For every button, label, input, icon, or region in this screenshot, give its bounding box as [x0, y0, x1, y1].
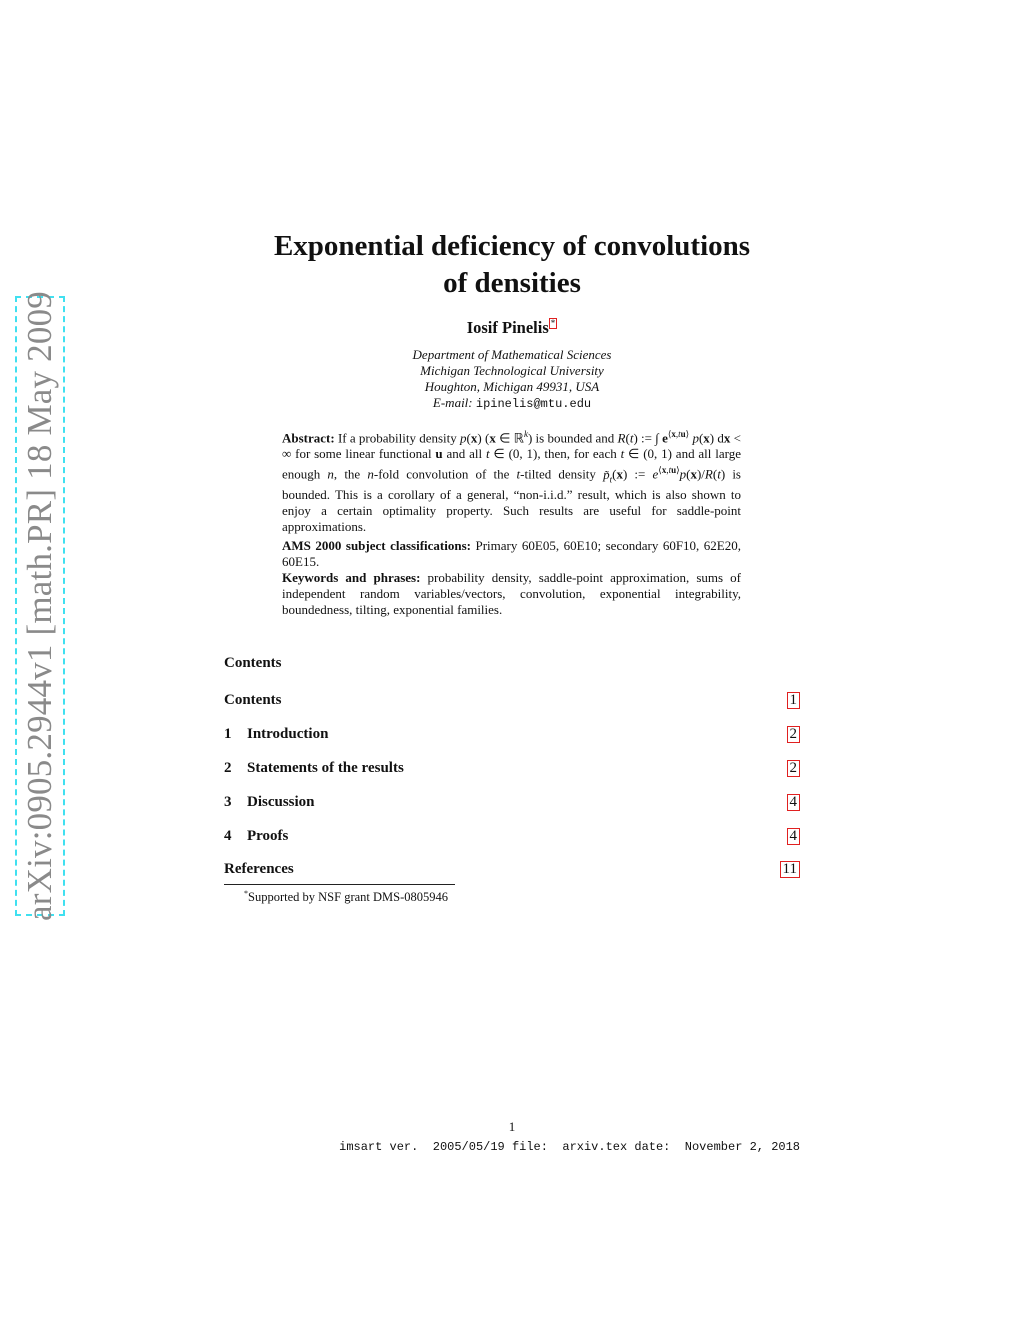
affiliation-address: Houghton, Michigan 49931, USA: [424, 379, 600, 394]
footnote-mark: *: [244, 889, 248, 898]
toc-page-link[interactable]: 2: [787, 726, 801, 743]
author: [360, 318, 664, 338]
abstract-text: is bounded and: [532, 430, 618, 446]
abstract-text: is bounded. This is a corollary of a general, “non-i.i.d.” result, which is also shown to enjoy a certain optimality property. Such results are useful for saddle-point approximations.: [282, 466, 741, 535]
toc-entry[interactable]: [224, 794, 800, 814]
toc-page-link[interactable]: 4: [787, 828, 801, 845]
title-line-2: of densities: [443, 267, 581, 299]
ams-classifications: [282, 538, 741, 570]
affiliation-department: Department of Mathematical Sciences: [412, 347, 612, 362]
keywords-text: probability density, saddle-point approximation, sums of independent random variables/vectors, convolution, exponential integrability, boundedness, tilting, exponential families.: [282, 570, 741, 617]
toc-page-link[interactable]: 2: [787, 760, 801, 777]
page-number: 1: [508, 1119, 516, 1134]
abstract-text: , then, for each: [537, 446, 621, 462]
footnote-rule: [224, 884, 455, 885]
abstract: Abstract: If a probability density p(x) (x ∈ ℝ$^k$) is bounded and R(t) := ∫ $e^{⟨x,tu⟩}$ p(x) dx < ∞ for some linear functional u and all t ∈ (0, 1), then, for each t ∈ (0, 1) and all large enough n, the n-fold convolution of the t-tilted density $p̃_t(x)$ := $e^{⟨x,tu⟩}p(x)/R(t)$ is bounded. This is a corollary of a general, “non-i.i.d.” result, which is also shown to enjoy a certain optimality property. Such results are useful for saddle-point approximations.: [282, 429, 741, 535]
author-footnote-link[interactable]: *: [550, 318, 556, 328]
toc-number: 3: [224, 794, 232, 810]
toc-label[interactable]: Introduction: [247, 726, 329, 742]
toc-page-link[interactable]: 4: [787, 794, 801, 811]
title-line-1: Exponential deficiency of convolutions: [273, 230, 751, 262]
paper-title: [200, 228, 824, 302]
toc-entry[interactable]: [224, 828, 800, 848]
arxiv-identifier: arXiv:0905.2944v1 [math.PR] 18 May 2009: [20, 291, 59, 921]
toc-page-link[interactable]: 11: [780, 861, 800, 878]
abstract-text: If a probability density: [334, 430, 461, 446]
ams-label: AMS 2000 subject classifications:: [282, 538, 471, 553]
toc-entry[interactable]: [224, 760, 800, 780]
footnote-text: Supported by NSF grant DMS-0805946: [248, 890, 449, 905]
abstract-text: , the: [333, 466, 368, 482]
toc-entry[interactable]: [224, 692, 800, 712]
toc-label[interactable]: Contents: [224, 692, 282, 708]
toc-number: 1: [224, 726, 232, 742]
abstract-label: Abstract:: [282, 430, 335, 446]
toc-entry[interactable]: [224, 861, 800, 881]
affiliation: [340, 347, 684, 412]
abstract-text: for some linear functional: [291, 446, 436, 462]
author-name: Iosif Pinelis: [466, 318, 549, 337]
build-info: imsart ver. 2005/05/19 file: arxiv.tex date: November 2, 2018: [339, 1140, 800, 1154]
toc-number: 4: [224, 828, 232, 844]
abstract-text: and all: [442, 446, 486, 462]
toc-page-link[interactable]: 1: [787, 692, 801, 709]
toc-label[interactable]: References: [224, 861, 294, 877]
email-address: ipinelis@mtu.edu: [475, 397, 592, 411]
email-label: E-mail:: [432, 395, 473, 410]
keywords: [282, 570, 741, 618]
footnote: [244, 889, 448, 905]
abstract-text: and all large enough: [282, 446, 741, 482]
abstract-text: -fold convolution of the: [373, 466, 517, 482]
keywords-label: Keywords and phrases:: [282, 570, 421, 585]
ams-text: Primary 60E05, 60E10; secondary 60F10, 62E20, 60E15.: [282, 538, 741, 569]
affiliation-university: Michigan Technological University: [420, 363, 604, 378]
toc-label[interactable]: Discussion: [247, 794, 315, 810]
toc-entry[interactable]: [224, 726, 800, 746]
affiliation-email-line: [340, 395, 684, 412]
contents-heading: Contents: [224, 655, 282, 671]
abstract-text: -tilted density: [520, 466, 604, 482]
toc-label[interactable]: Statements of the results: [247, 760, 404, 776]
toc-number: 2: [224, 760, 232, 776]
arxiv-side-stamp: [15, 291, 65, 921]
toc-label[interactable]: Proofs: [247, 828, 289, 844]
